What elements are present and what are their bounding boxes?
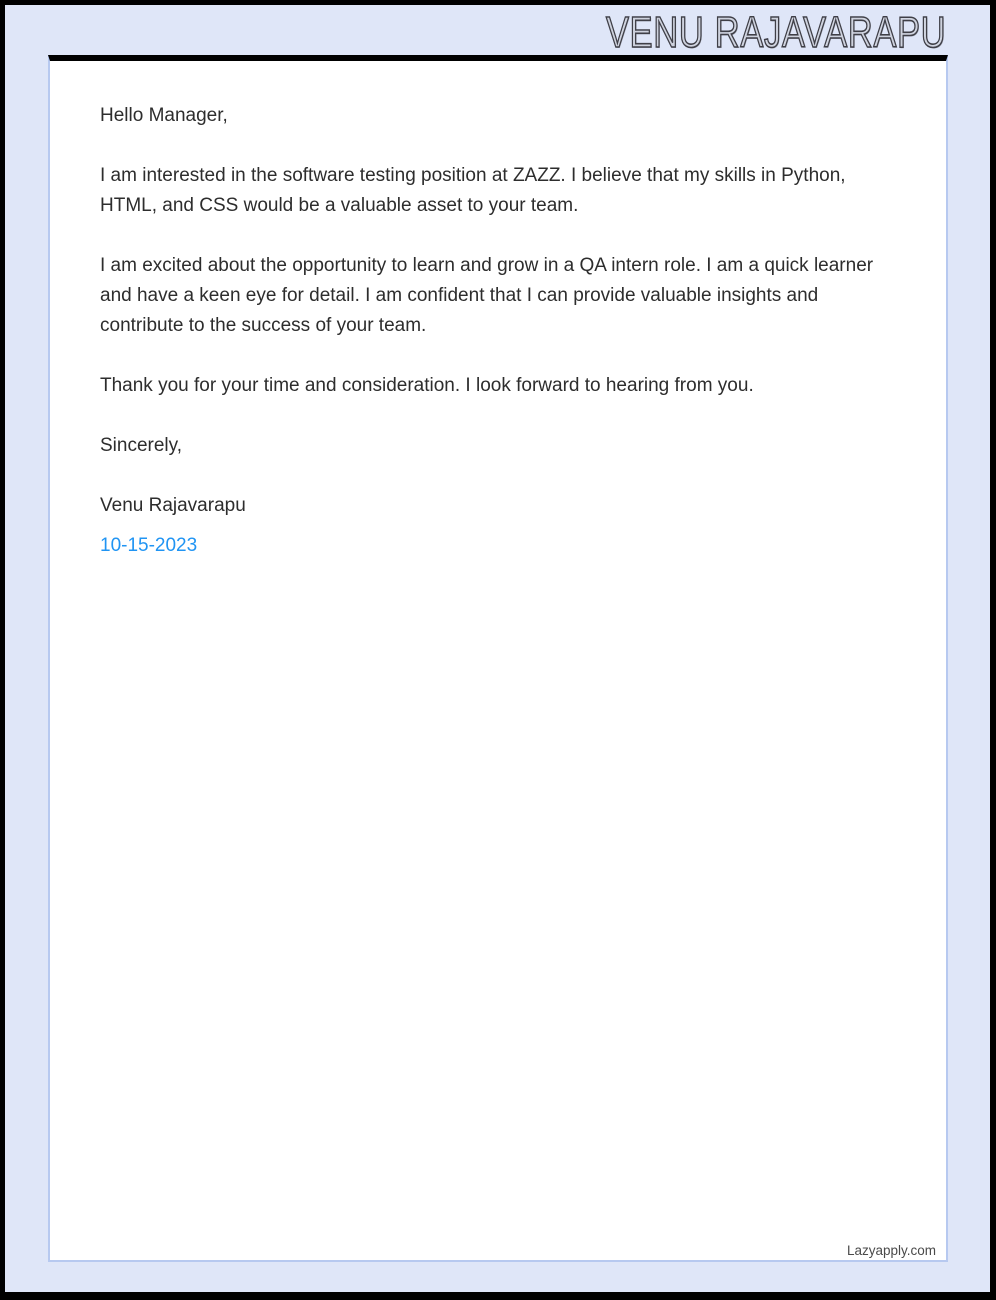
letter-paragraph: I am interested in the software testing position at ZAZZ. I believe that my skills in Python, HTML, and CSS would be a valuable asset to your team. xyxy=(100,165,846,216)
page-title: VENU RAJAVARAPU xyxy=(605,8,946,57)
letter-body xyxy=(50,61,946,561)
greeting-text: Hello Manager, xyxy=(100,105,228,126)
letter-paragraph: Thank you for your time and consideration. I look forward to hearing from you. xyxy=(100,375,754,396)
signature-name: Venu Rajavarapu xyxy=(100,495,246,516)
closing-text: Sincerely, xyxy=(100,435,183,456)
footer-brand: Lazyapply.com xyxy=(846,1243,936,1258)
letter-date-line xyxy=(100,531,894,561)
date-link[interactable]: 10-15-2023 xyxy=(100,535,198,556)
letter-paragraph: I am excited about the opportunity to learn and grow in a QA intern role. I am a quick learner and have a keen eye for detail. I am confident that I can provide valuable insights and contribute to the success of your team. xyxy=(100,255,874,336)
letter-sheet xyxy=(48,55,948,1262)
